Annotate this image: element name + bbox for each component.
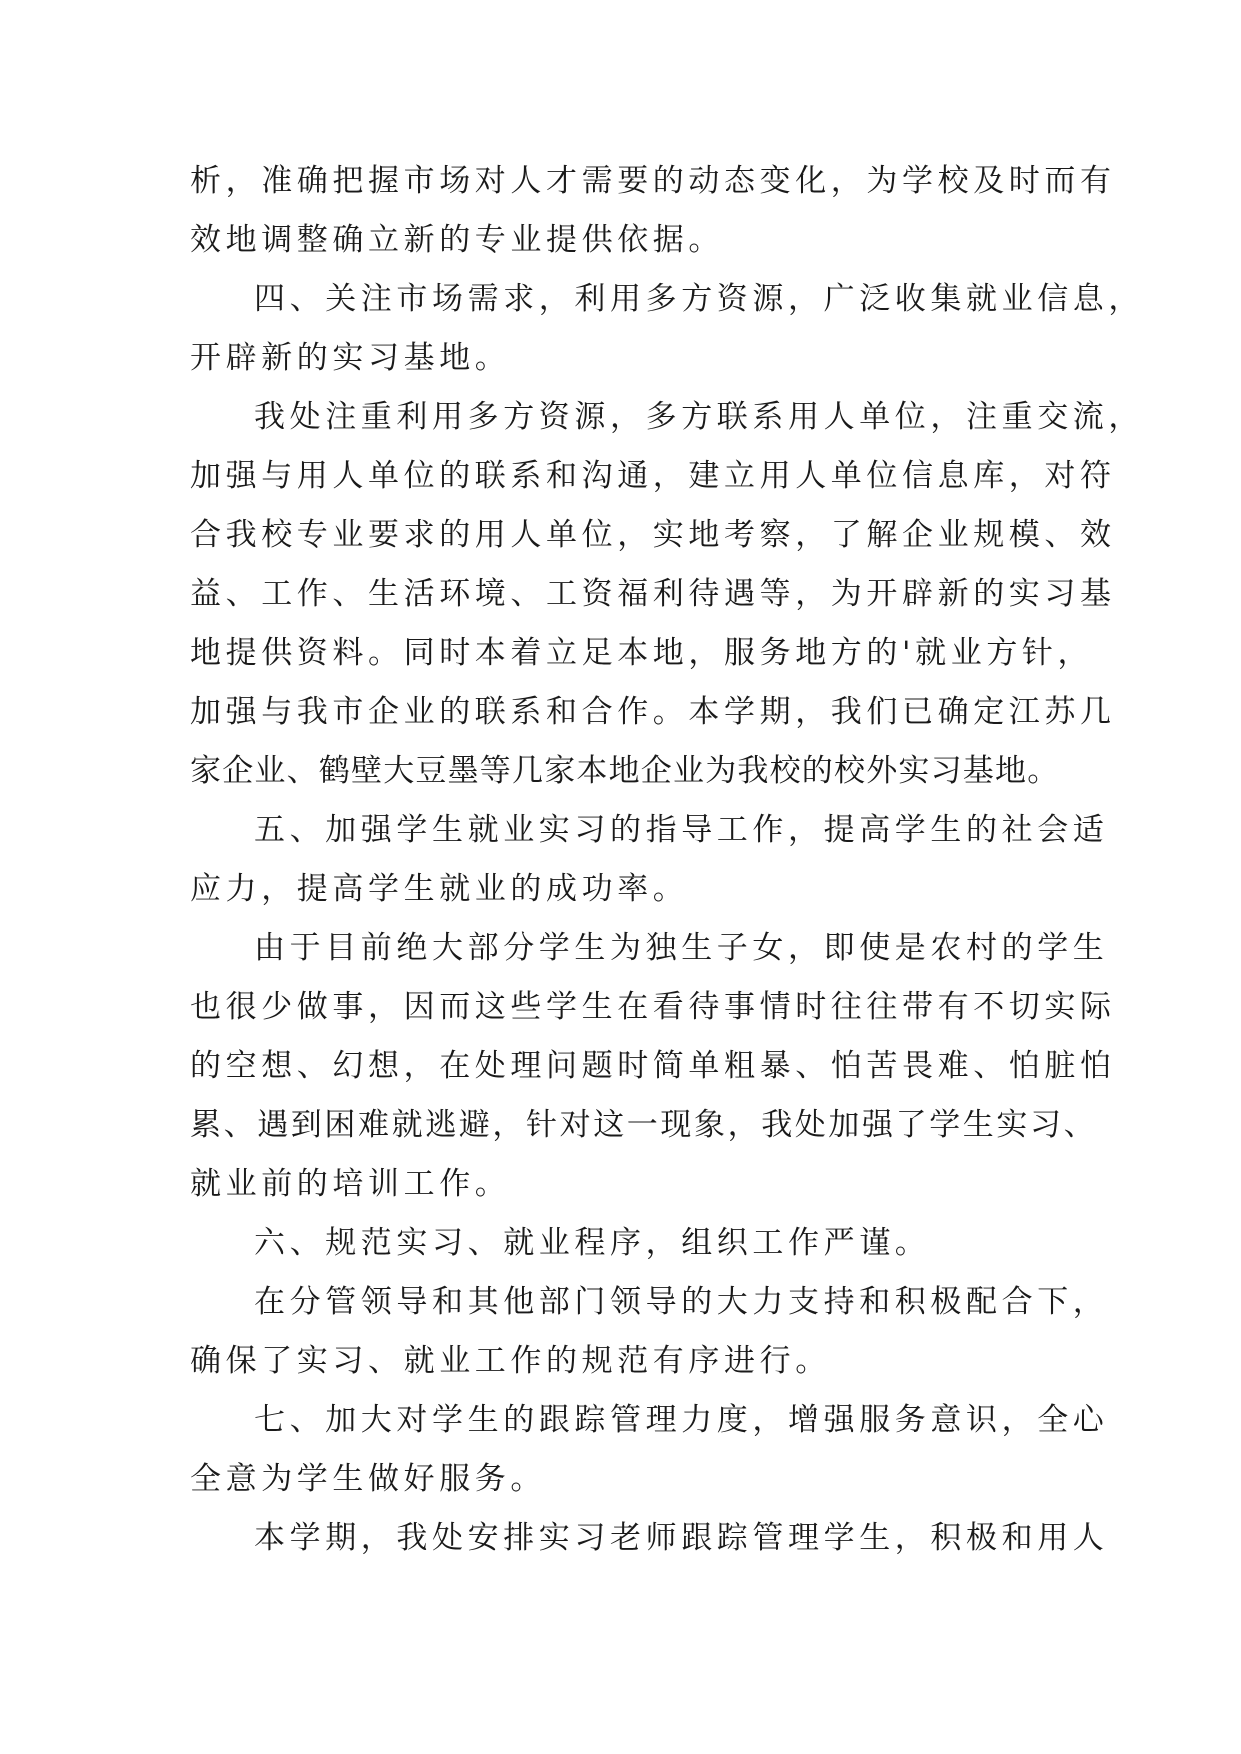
text-line: 也很少做事，因而这些学生在看待事情时往往带有不切实际 [190,989,1116,1025]
text-line: 就业前的培训工作。 [190,1166,511,1202]
text-line: 应力，提高学生就业的成功率。 [190,871,689,907]
text-line: 家企业、鹤壁大豆墨等几家本地企业为我校的校外实习基地。 [190,753,1060,789]
text-line: 加强与用人单位的联系和沟通，建立用人单位信息库，对符 [190,458,1116,494]
text-line: 本学期，我处安排实习老师跟踪管理学生，积极和用人 [254,1520,1109,1556]
text-line: 在分管领导和其他部门领导的大力支持和积极配合下， [254,1284,1109,1320]
text-line: 地提供资料。同时本着立足本地，服务地方的'就业方针， [190,635,1094,671]
text-line: 效地调整确立新的专业提供依据。 [190,222,724,258]
document-body [190,152,1144,1568]
text-line: 益、工作、生活环境、工资福利待遇等，为开辟新的实习基 [190,576,1116,612]
text-line: 的空想、幻想，在处理问题时简单粗暴、怕苦畏难、怕脏怕 [190,1048,1116,1084]
text-line: 合我校专业要求的用人单位，实地考察，了解企业规模、效 [190,517,1116,553]
text-line: 析，准确把握市场对人才需要的动态变化，为学校及时而有 [190,163,1116,199]
section-heading-7: 七、加大对学生的跟踪管理力度，增强服务意识，全心 [254,1402,1109,1438]
section-heading-6: 六、规范实习、就业程序，组织工作严谨。 [254,1225,931,1261]
text-line: 开辟新的实习基地。 [190,340,511,376]
text-line: 确保了实习、就业工作的规范有序进行。 [190,1343,831,1379]
section-heading-5: 五、加强学生就业实习的指导工作，提高学生的社会适 [254,812,1109,848]
section-heading-4: 四、关注市场需求，利用多方资源，广泛收集就业信息， [254,281,1144,317]
text-line: 累、遇到困难就逃避，针对这一现象，我处加强了学生实习、 [190,1107,1098,1143]
text-line: 全意为学生做好服务。 [190,1461,546,1497]
text-line: 我处注重利用多方资源，多方联系用人单位，注重交流， [254,399,1144,435]
text-line: 由于目前绝大部分学生为独生子女，即使是农村的学生 [254,930,1109,966]
text-line: 加强与我市企业的联系和合作。本学期，我们已确定江苏几 [190,694,1116,730]
